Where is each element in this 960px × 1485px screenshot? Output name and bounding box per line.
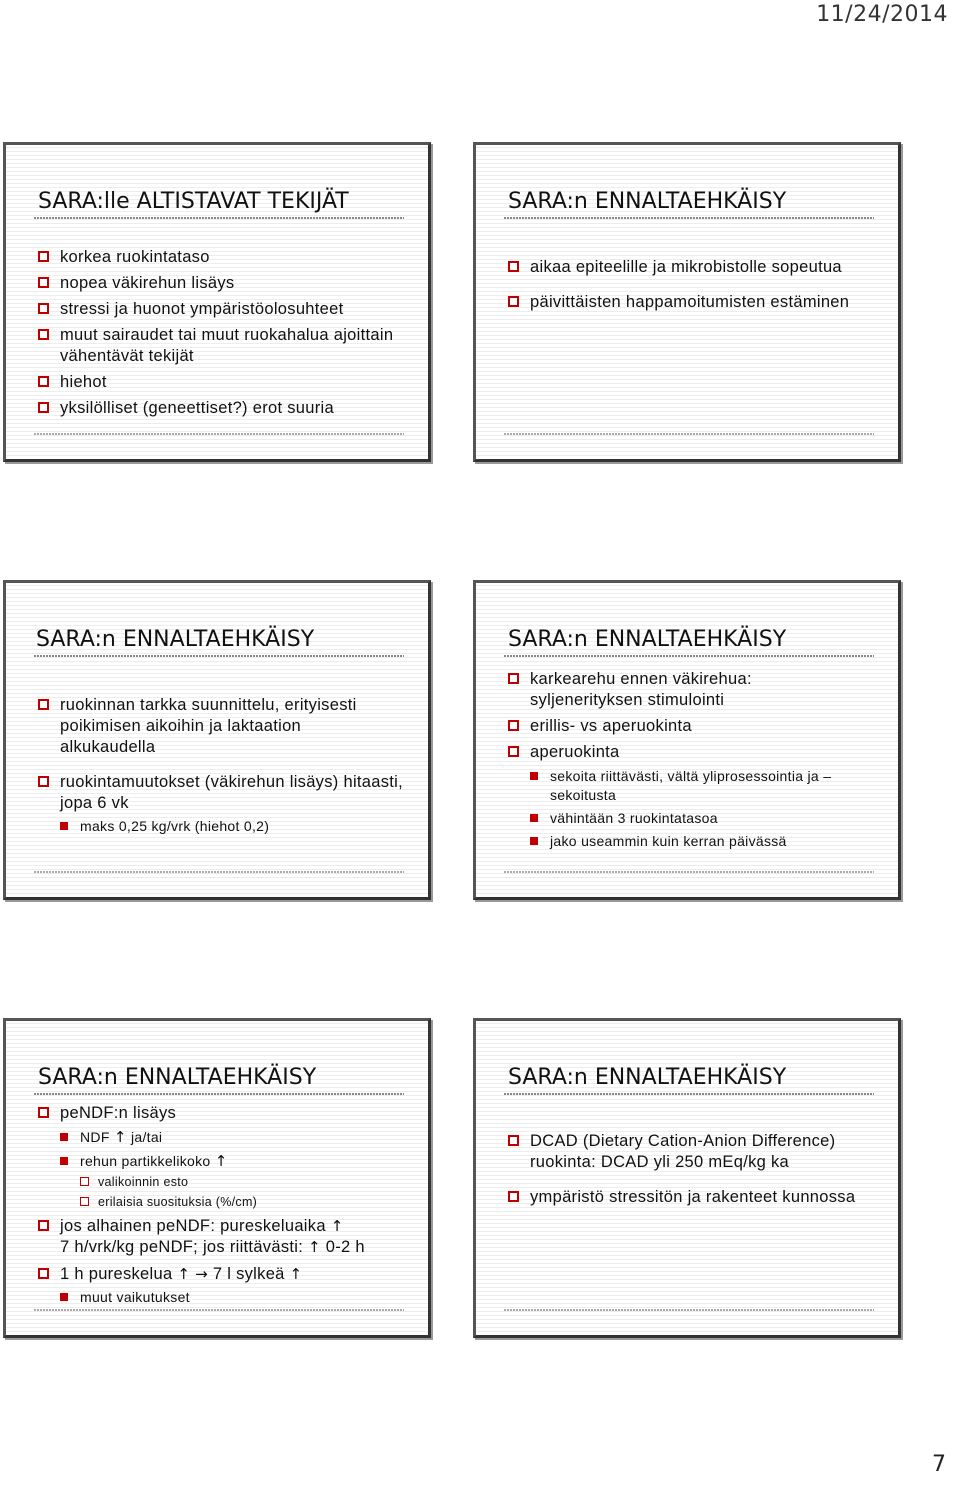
hollow-square-bullet-icon bbox=[80, 1197, 89, 1206]
slide-title: SARA:lle ALTISTAVAT TEKIJÄT bbox=[38, 189, 349, 214]
hollow-square-bullet-icon bbox=[508, 1135, 519, 1146]
list-item: yksilölliset (geneettiset?) erot suuria bbox=[38, 398, 404, 419]
hollow-square-bullet-icon bbox=[508, 1191, 519, 1202]
filled-square-bullet-icon bbox=[60, 1293, 68, 1301]
hollow-square-bullet-icon bbox=[508, 296, 519, 307]
slide-6 bbox=[473, 1018, 901, 1338]
hollow-square-bullet-icon bbox=[508, 261, 519, 272]
filled-square-bullet-icon bbox=[530, 814, 538, 822]
footer-rule bbox=[504, 871, 874, 873]
hollow-square-bullet-icon bbox=[38, 303, 49, 314]
bullet-list bbox=[38, 1103, 404, 1307]
hollow-square-bullet-icon bbox=[80, 1177, 89, 1186]
hollow-square-bullet-icon bbox=[508, 746, 519, 757]
list-item: rehun partikkelikoko ↑ bbox=[38, 1152, 404, 1171]
hollow-square-bullet-icon bbox=[38, 1220, 49, 1231]
bullet-list bbox=[508, 257, 874, 313]
list-item: 1 h pureskelua ↑ → 7 l sylkeä ↑ bbox=[38, 1264, 404, 1285]
title-rule bbox=[504, 1093, 874, 1095]
list-item: valikoinnin esto bbox=[38, 1174, 404, 1191]
footer-rule bbox=[504, 433, 874, 435]
filled-square-bullet-icon bbox=[60, 1157, 68, 1165]
list-item: erilaisia suosituksia (%/cm) bbox=[38, 1194, 404, 1211]
list-item: ruokintamuutokset (väkirehun lisäys) hitaasti, jopa 6 vk bbox=[38, 772, 420, 814]
list-item: DCAD (Dietary Cation-Anion Difference) ruokinta: DCAD yli 250 mEq/kg ka bbox=[508, 1131, 900, 1173]
footer-rule bbox=[34, 1309, 404, 1311]
slide-2 bbox=[473, 142, 901, 462]
title-rule bbox=[504, 217, 874, 219]
slide-5 bbox=[3, 1018, 431, 1338]
hollow-square-bullet-icon bbox=[38, 376, 49, 387]
title-rule bbox=[34, 655, 404, 657]
arrow-up-icon: ↑ bbox=[177, 1265, 191, 1283]
arrow-right-icon: → bbox=[195, 1265, 208, 1283]
slide-4 bbox=[473, 580, 901, 900]
hollow-square-bullet-icon bbox=[38, 329, 49, 340]
list-item: vähintään 3 ruokintatasoa bbox=[508, 809, 874, 828]
hollow-square-bullet-icon bbox=[38, 1107, 49, 1118]
list-item: aikaa epiteelille ja mikrobistolle sopeutua bbox=[508, 257, 850, 278]
arrow-up-icon: ↑ bbox=[308, 1238, 321, 1256]
title-rule bbox=[34, 217, 404, 219]
slide-1 bbox=[3, 142, 431, 462]
list-item: korkea ruokintataso bbox=[38, 247, 404, 268]
list-item: karkearehu ennen väkirehua: syljenerityksen stimulointi bbox=[508, 669, 840, 711]
list-item: erillis- vs aperuokinta bbox=[508, 716, 874, 737]
hollow-square-bullet-icon bbox=[508, 720, 519, 731]
footer-rule bbox=[504, 1309, 874, 1311]
footer-rule bbox=[34, 433, 404, 435]
list-item: muut vaikutukset bbox=[38, 1288, 404, 1307]
slide-title: SARA:n ENNALTAEHKÄISY bbox=[508, 627, 787, 652]
hollow-square-bullet-icon bbox=[38, 402, 49, 413]
list-item: muut sairaudet tai muut ruokahalua ajoittain vähentävät tekijät bbox=[38, 325, 420, 367]
slide-title: SARA:n ENNALTAEHKÄISY bbox=[508, 189, 787, 214]
filled-square-bullet-icon bbox=[530, 837, 538, 845]
list-item: maks 0,25 kg/vrk (hiehot 0,2) bbox=[38, 817, 404, 836]
list-item: päivittäisten happamoitumisten estäminen bbox=[508, 292, 850, 313]
list-item: nopea väkirehun lisäys bbox=[38, 273, 404, 294]
title-rule bbox=[34, 1093, 404, 1095]
filled-square-bullet-icon bbox=[60, 822, 68, 830]
list-item: sekoita riittävästi, vältä yliprosessointia ja –sekoitusta bbox=[508, 767, 860, 805]
filled-square-bullet-icon bbox=[530, 772, 538, 780]
title-rule bbox=[504, 655, 874, 657]
arrow-up-icon: ↑ bbox=[113, 1128, 127, 1146]
arrow-up-icon: ↑ bbox=[330, 1217, 344, 1235]
hollow-square-bullet-icon bbox=[38, 776, 49, 787]
list-item: hiehot bbox=[38, 372, 404, 393]
list-item: jako useammin kuin kerran päivässä bbox=[508, 832, 874, 851]
bullet-list bbox=[508, 669, 874, 851]
slide-title: SARA:n ENNALTAEHKÄISY bbox=[36, 627, 315, 652]
slide-title: SARA:n ENNALTAEHKÄISY bbox=[508, 1065, 787, 1090]
bullet-list bbox=[508, 1131, 874, 1208]
hollow-square-bullet-icon bbox=[38, 277, 49, 288]
print-date: 11/24/2014 bbox=[816, 2, 948, 27]
bullet-list bbox=[38, 695, 404, 836]
list-item: stressi ja huonot ympäristöolosuhteet bbox=[38, 299, 404, 320]
hollow-square-bullet-icon bbox=[508, 673, 519, 684]
bullet-list bbox=[38, 247, 404, 419]
footer-rule bbox=[34, 871, 404, 873]
slide-3 bbox=[3, 580, 431, 900]
list-item: jos alhainen peNDF: pureskeluaika ↑ 7 h/vrk/kg peNDF; jos riittävästi: ↑ 0-2 h bbox=[38, 1216, 420, 1258]
page-number: 7 bbox=[932, 1452, 946, 1477]
list-item: peNDF:n lisäys bbox=[38, 1103, 404, 1124]
list-item: ruokinnan tarkka suunnittelu, erityisesti poikimisen aikoihin ja laktaation alkukaudella bbox=[38, 695, 380, 758]
hollow-square-bullet-icon bbox=[38, 1268, 49, 1279]
list-item: aperuokinta bbox=[508, 742, 874, 763]
arrow-up-icon: ↑ bbox=[214, 1152, 228, 1170]
list-item: ympäristö stressitön ja rakenteet kunnossa bbox=[508, 1187, 860, 1208]
hollow-square-bullet-icon bbox=[38, 699, 49, 710]
list-item: NDF ↑ ja/tai bbox=[38, 1128, 404, 1147]
filled-square-bullet-icon bbox=[60, 1133, 68, 1141]
slide-title: SARA:n ENNALTAEHKÄISY bbox=[38, 1065, 317, 1090]
hollow-square-bullet-icon bbox=[38, 251, 49, 262]
arrow-up-icon: ↑ bbox=[289, 1265, 303, 1283]
